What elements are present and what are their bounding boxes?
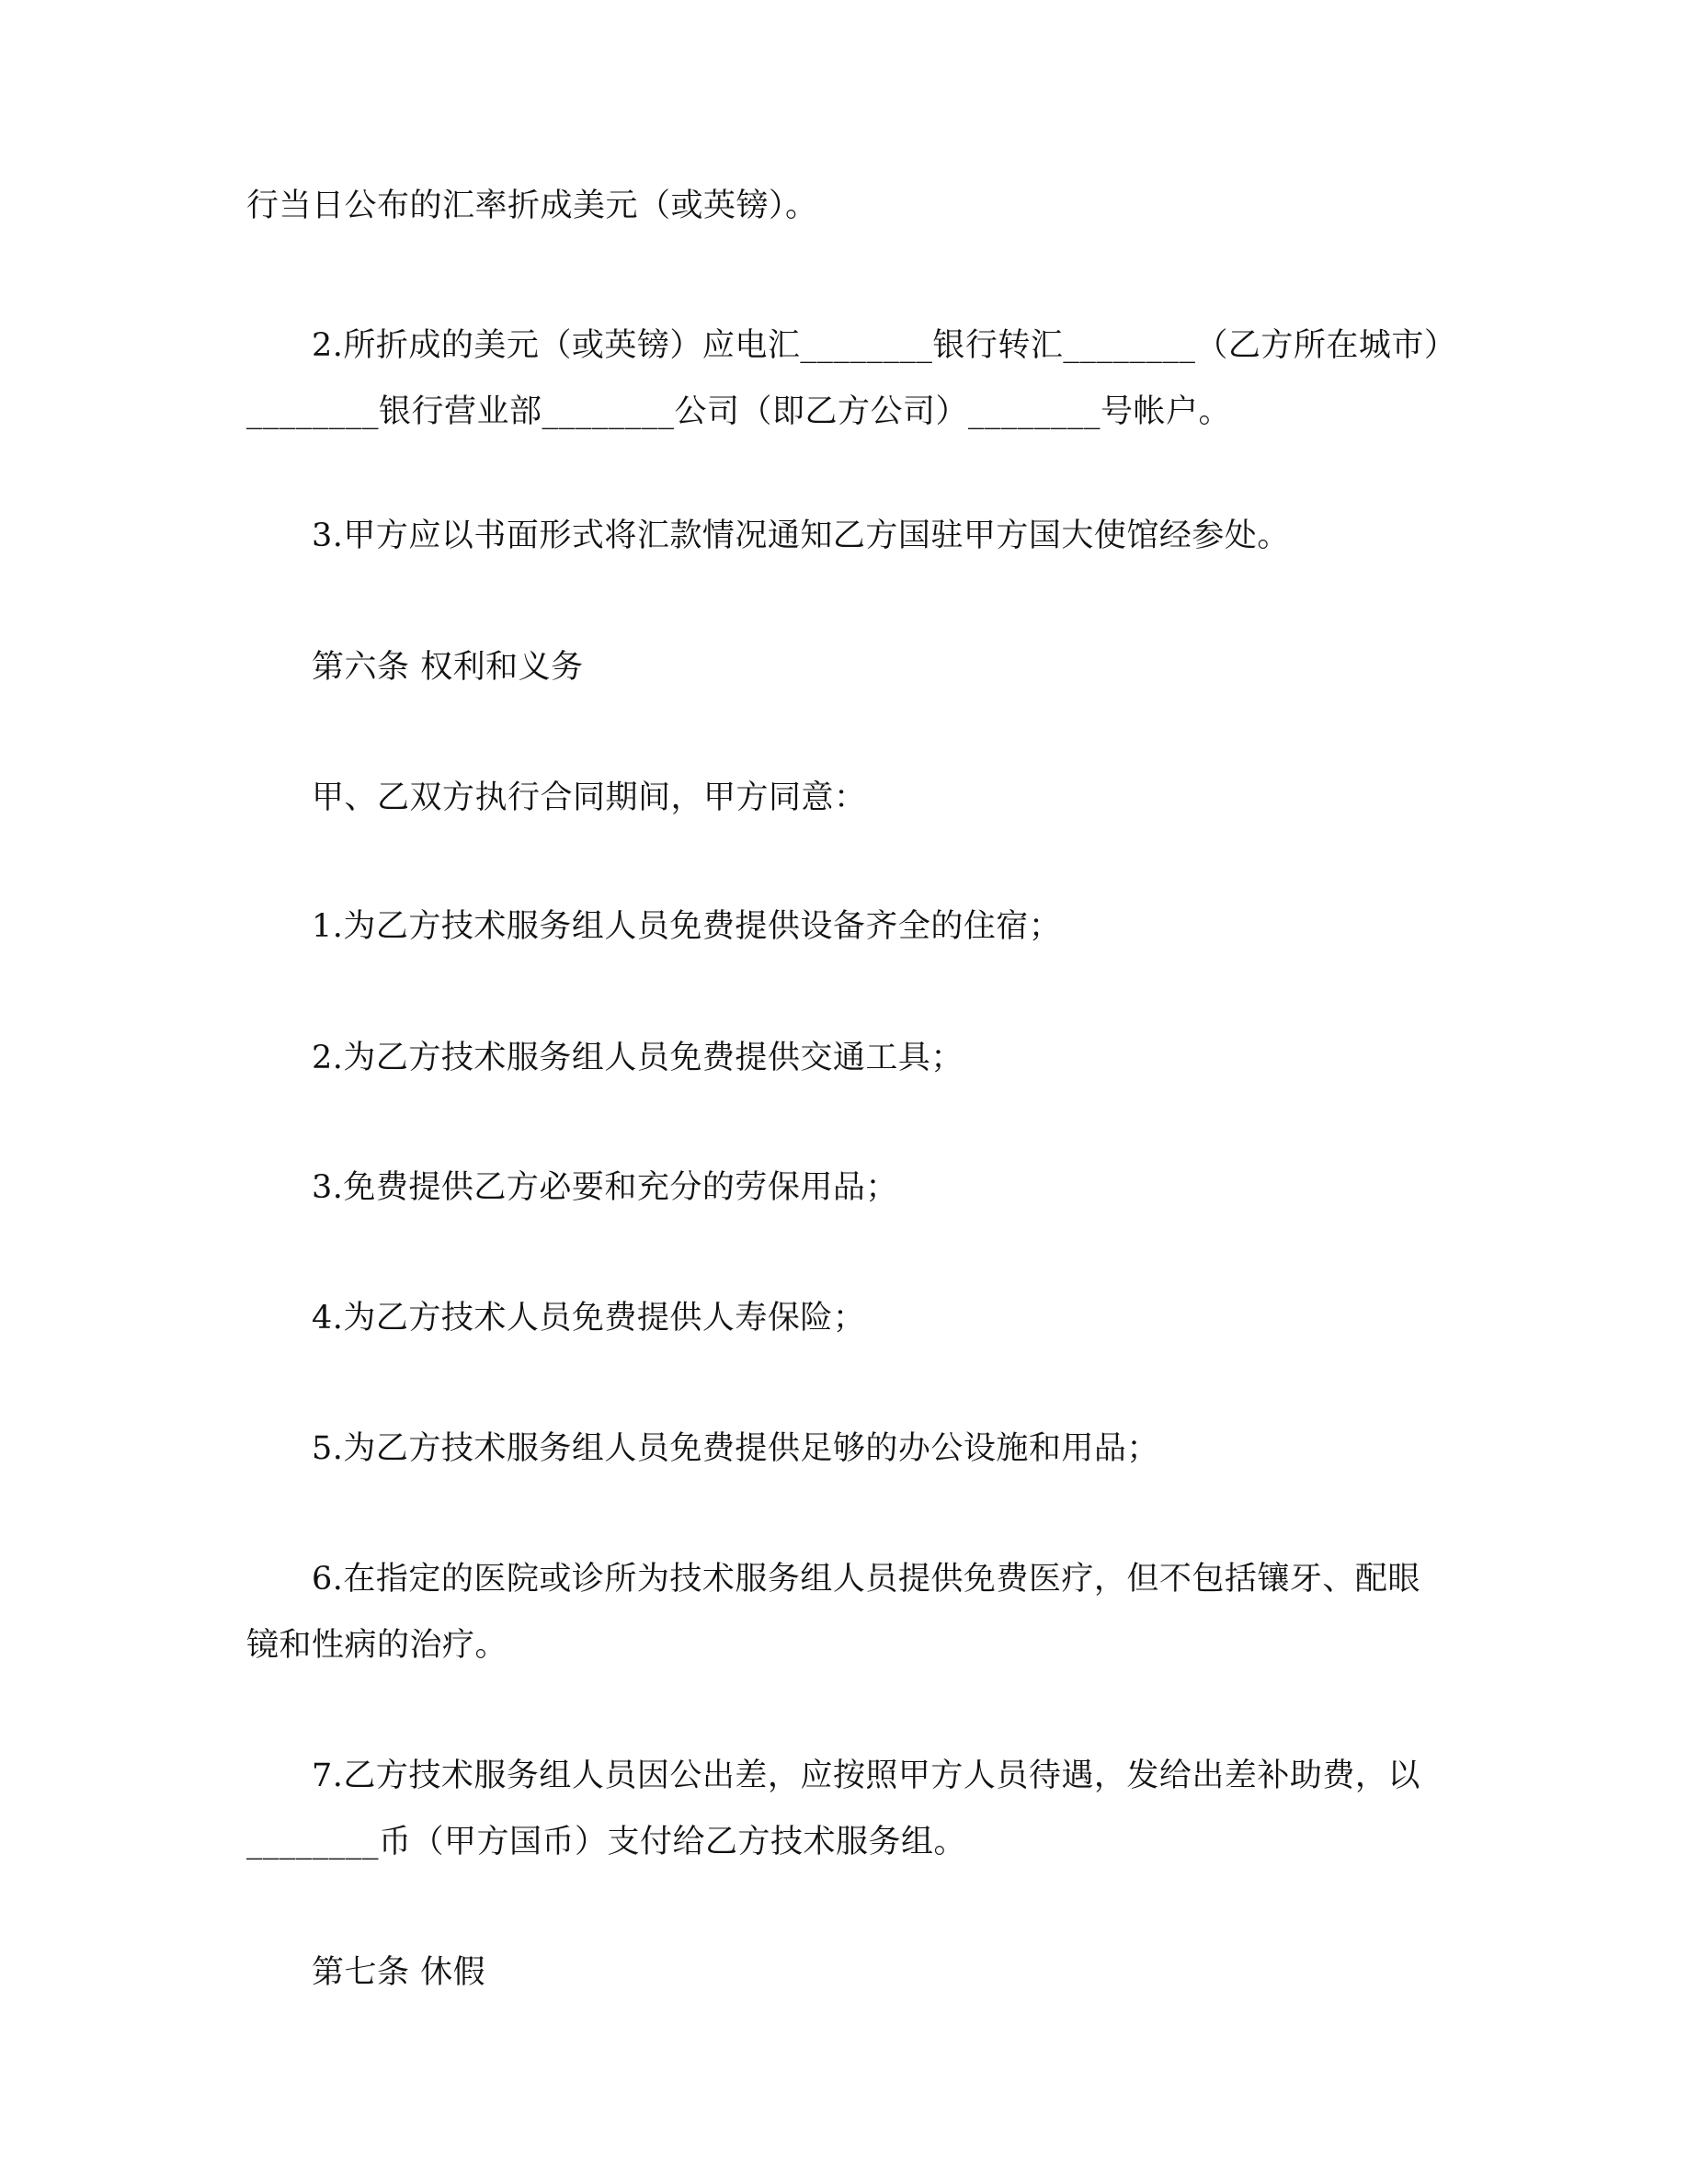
paragraph-party-a-agrees: 甲、乙双方执行合同期间，甲方同意： — [312, 779, 867, 816]
list-item-transportation: 2.为乙方技术服务组人员免费提供交通工具； — [312, 1040, 964, 1076]
heading-article-seven: 第七条 休假 — [312, 1954, 486, 1991]
list-item-travel-allowance: 7.乙方技术服务组人员因公出差，应按照甲方人员待遇，发给出差补助费，以________币（甲方国币）支付给乙方技术服务组。 — [246, 1757, 1420, 1860]
list-item-medical-care: 6.在指定的医院或诊所为技术服务组人员提供免费医疗，但不包括镶牙、配眼镜和性病的治疗。 — [246, 1561, 1420, 1664]
list-item-life-insurance: 4.为乙方技术人员免费提供人寿保险； — [312, 1300, 866, 1337]
paragraph-exchange-rate: 行当日公布的汇率折成美元（或英镑）。 — [246, 188, 818, 224]
paragraph-remittance-notice: 3.甲方应以书面形式将汇款情况通知乙方国驻甲方国大使馆经参处。 — [312, 518, 1290, 554]
heading-article-six: 第六条 权利和义务 — [312, 649, 584, 686]
paragraph-remittance-transfer: 2.所折成的美元（或英镑）应电汇________银行转汇________（乙方所在城市）________银行营业部________公司（即乙方公司）________号帐户。 — [246, 327, 1441, 430]
list-item-office-facilities: 5.为乙方技术服务组人员免费提供足够的办公设施和用品； — [312, 1430, 1159, 1467]
list-item-labor-protection: 3.免费提供乙方必要和充分的劳保用品； — [312, 1169, 898, 1206]
list-item-accommodation: 1.为乙方技术服务组人员免费提供设备齐全的住宿； — [312, 908, 1062, 945]
